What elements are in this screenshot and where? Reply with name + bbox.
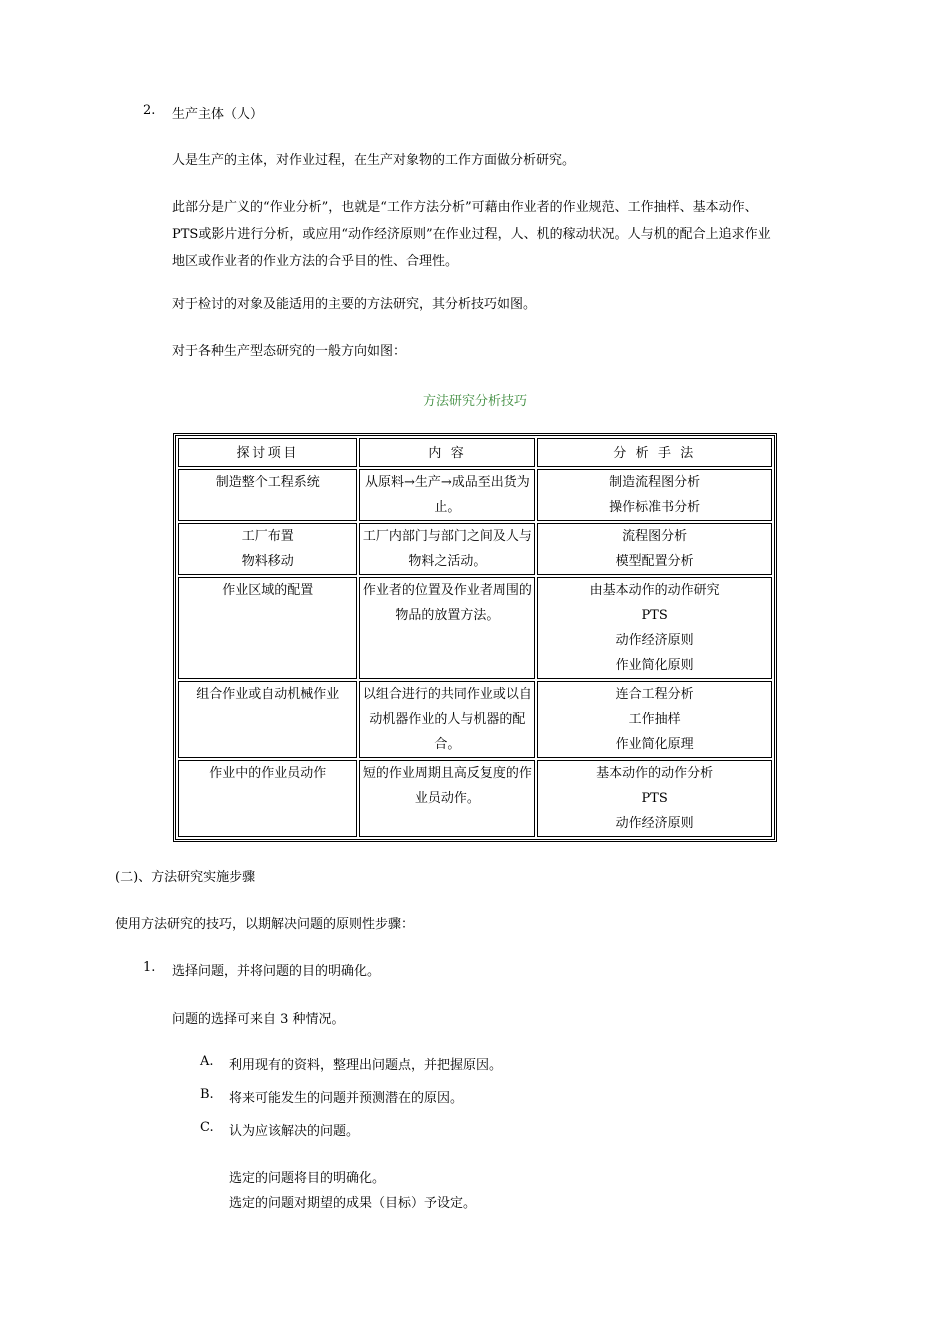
- methods-cell: 制造流程图分析 操作标准书分析: [537, 469, 772, 521]
- closing-line: 选定的问题对期望的成果（目标）予设定。: [229, 1196, 477, 1211]
- paragraph: 使用方法研究的技巧，以期解决问题的原则性步骤：: [115, 917, 415, 932]
- option-text: 认为应该解决的问题。: [229, 1124, 360, 1139]
- option-letter: A.: [200, 1054, 214, 1069]
- closing-line: 选定的问题将目的明确化。: [229, 1171, 386, 1186]
- content-cell: 短的作业周期且高反复度的作业员动作。: [359, 760, 535, 837]
- table-row: [178, 760, 772, 837]
- content-cell: 作业者的位置及作业者周围的物品的放置方法。: [359, 577, 535, 679]
- option-text: 将来可能发生的问题并预测潜在的原因。: [229, 1091, 464, 1106]
- paragraph: 人是生产的主体，对作业过程，在生产对象物的工作方面做分析研究。: [172, 153, 576, 168]
- content-cell: 以组合进行的共同作业或以自动机器作业的人与机器的配合。: [359, 681, 535, 758]
- section-heading: 生产主体（人）: [172, 107, 264, 122]
- item-cell: 作业中的作业员动作: [178, 760, 357, 837]
- section-number: 2.: [143, 103, 156, 118]
- paragraph: 对于检讨的对象及能适用的主要的方法研究，其分析技巧如图。: [172, 297, 537, 312]
- step-note: 问题的选择可来自 3 种情况。: [172, 1012, 345, 1027]
- methods-cell: 连合工程分析 工作抽样 作业简化原理: [537, 681, 772, 758]
- table-header-row: [178, 438, 772, 467]
- step-number: 1.: [143, 960, 156, 975]
- paragraph: 此部分是广义的“作业分析”，也就是“工作方法分析”可藉由作业者的作业规范、工作抽样、基本动作、PTS或影片进行分析，或应用“动作经济原则”在作业过程，人、机的稼动状况。人与机的配合上追求作业地区或作业者的作业方法的合乎目的性、合理性。: [172, 200, 771, 269]
- item-cell: 制造整个工程系统: [178, 469, 357, 521]
- option-letter: C.: [200, 1120, 214, 1135]
- paragraph: 对于各种生产型态研究的一般方向如图：: [172, 344, 407, 359]
- section-heading: (二)、方法研究实施步骤: [115, 870, 256, 885]
- option-text: 利用现有的资料，整理出问题点，并把握原因。: [229, 1058, 503, 1073]
- step-text: 选择问题，并将问题的目的明确化。: [172, 964, 381, 979]
- item-cell: 工厂布置 物料移动: [178, 523, 357, 575]
- methods-table: [173, 433, 777, 842]
- column-header: 探讨项目: [178, 438, 357, 467]
- table-caption: 方法研究分析技巧: [422, 394, 527, 409]
- content-cell: 工厂内部门与部门之间及人与物料之活动。: [359, 523, 535, 575]
- option-letter: B.: [200, 1087, 214, 1102]
- methods-cell: 由基本动作的动作研究 PTS 动作经济原则 作业简化原则: [537, 577, 772, 679]
- item-cell: 作业区域的配置: [178, 577, 357, 679]
- column-header: 分 析 手 法: [537, 438, 772, 467]
- content-cell: 从原料→生产→成品至出货为止。: [359, 469, 535, 521]
- column-header: 内 容: [359, 438, 535, 467]
- item-cell: 组合作业或自动机械作业: [178, 681, 357, 758]
- table-row: [178, 523, 772, 575]
- table-row: [178, 577, 772, 679]
- table-row: [178, 681, 772, 758]
- table-row: [178, 469, 772, 521]
- methods-cell: 流程图分析 模型配置分析: [537, 523, 772, 575]
- methods-cell: 基本动作的动作分析 PTS 动作经济原则: [537, 760, 772, 837]
